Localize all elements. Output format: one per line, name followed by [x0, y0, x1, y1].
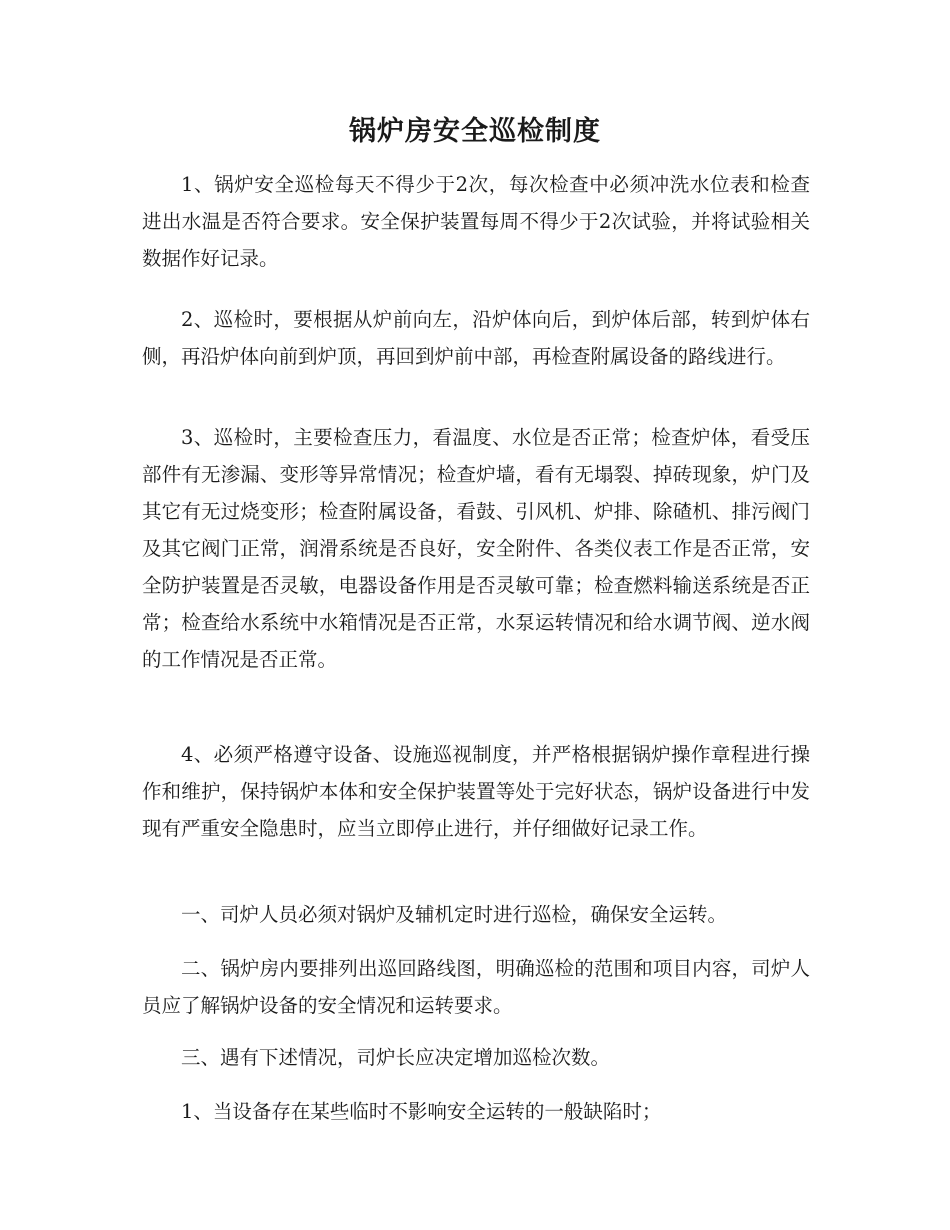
paragraph-3: 3、巡检时，主要检查压力，看温度、水位是否正常；检查炉体，看受压部件有无渗漏、变形等异常情况；检查炉墙，看有无塌裂、掉砖现象，炉门及其它有无过烧变形；检查附属设备，看鼓、引风机、炉排、除碴机、排污阀门及其它阀门正常，润滑系统是否良好，安全附件、各类仪表工作是否正常，安全防护装置是否灵敏，电器设备作用是否灵敏可靠；检查燃料输送系统是否正常；检查给水系统中水箱情况是否正常，水泵运转情况和给水调节阀、逆水阀的工作情况是否正常。	[142, 426, 810, 671]
document-title: 锅炉房安全巡检制度	[349, 116, 601, 147]
paragraph-7: 三、遇有下述情况，司炉长应决定增加巡检次数。	[181, 1046, 611, 1069]
paragraph-8: 1、当设备存在某些临时不影响安全运转的一般缺陷时；	[181, 1100, 662, 1123]
paragraph-2: 2、巡检时，要根据从炉前向左，沿炉体向后，到炉体后部，转到炉体右侧，再沿炉体向前到炉顶，再回到炉前中部，再检查附属设备的路线进行。	[142, 308, 810, 368]
paragraph-4: 4、必须严格遵守设备、设施巡视制度，并严格根据锅炉操作章程进行操作和维护，保持锅炉本体和安全保护装置等处于完好状态，锅炉设备进行中发现有严重安全隐患时，应当立即停止进行，并仔细做好记录工作。	[142, 743, 810, 840]
paragraph-1: 1、锅炉安全巡检每天不得少于2次，每次检查中必须冲洗水位表和检查进出水温是否符合要求。安全保护装置每周不得少于2次试验，并将试验相关数据作好记录。	[142, 173, 810, 270]
paragraph-6: 二、锅炉房内要排列出巡回路线图，明确巡检的范围和项目内容，司炉人员应了解锅炉设备的安全情况和运转要求。	[142, 957, 810, 1017]
paragraph-5: 一、司炉人员必须对锅炉及辅机定时进行巡检，确保安全运转。	[181, 903, 728, 926]
